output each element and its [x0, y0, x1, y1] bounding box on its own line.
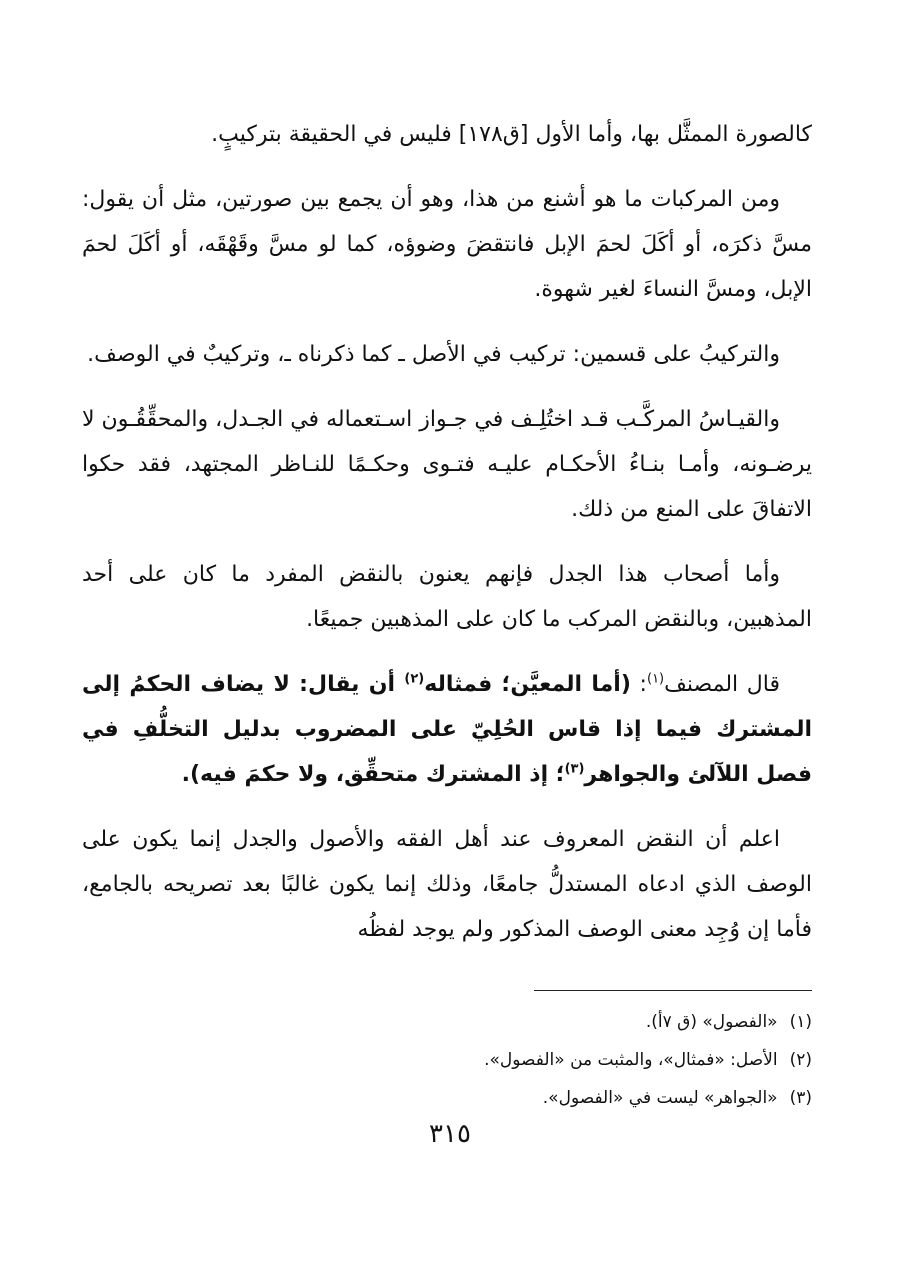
paragraph-1: كالصورة الممثَّل بها، وأما الأول [ق١٧٨] فليس في الحقيقة بتركيبٍ. [211, 122, 812, 147]
quote-bold-part-a: (أما المعيَّن؛ فمثاله [424, 672, 631, 697]
page-number: ٣١٥ [429, 1119, 471, 1149]
paragraph-3: والتركيبُ على قسمين: تركيب في الأصل ـ كما ذكرناه ـ، وتركيبٌ في الوصف. [87, 342, 780, 367]
footnote-2 [82, 1041, 812, 1079]
footnote-ref-1: (١) [646, 671, 665, 687]
paragraph-7: اعلم أن النقض المعروف عند أهل الفقه والأصول والجدل إنما يكون على الوصف الذي ادعاه المستدلُّ جامعًا، وذلك إنما يكون غالبًا بعد تصريحه بالجامع، فأما إن وُجِد معنى الوصف المذكور ولم يوجد لفظُه [82, 827, 812, 942]
footnotes-list [82, 1003, 812, 1117]
quoted-author-paragraph [82, 662, 812, 797]
footnote-ref-3: (٣) [564, 761, 585, 777]
quote-lead: قال المصنف [664, 672, 781, 697]
footnote-1 [82, 1003, 812, 1041]
footnote-text: «الفصول» (ق ٧أ). [645, 1012, 778, 1032]
quote-bold-part-c: ؛ إذ المشترك متحقِّق، ولا حكمَ فيه). [181, 762, 565, 787]
footnote-ref-2: (٢) [404, 671, 425, 687]
paragraph-4: والقيـاسُ المركَّـب قـد اختُلِـف في جـواز اسـتعماله في الجـدل، والمحقِّقُـون لا يرضـونه، وأمـا بنـاءُ الأحكـام عليـه فتـوى وحكـمًا للنـاظر المجتهد، فقد حكوا الاتفاقَ على المنع من ذلك. [82, 407, 812, 522]
quote-separator: : [630, 672, 647, 697]
footnote-text: «الجواهر» ليست في «الفصول». [542, 1088, 778, 1108]
paragraph-2: ومن المركبات ما هو أشنع من هذا، وهو أن يجمع بين صورتين، مثل أن يقول: مسَّ ذكرَه، أو أكَلَ لحمَ الإبل فانتقضَ وضوؤه، كما لو مسَّ وقَهْقَه، أو أكَلَ لحمَ الإبل، ومسَّ النساءَ لغير شهوة. [82, 187, 812, 302]
footnote-number: (٣) [789, 1088, 812, 1108]
quote-bold-part-b: أن يقال: لا يضاف الحكمُ إلى المشترك فيما إذا قاس الحُلِيّ على المضروب بدليل التخلُّفِ في فصل اللآلئ والجواهر [82, 672, 812, 787]
footnote-number: (٢) [789, 1050, 812, 1070]
footnote-divider [534, 990, 812, 991]
main-text [82, 112, 812, 972]
footnote-3 [82, 1079, 812, 1117]
footnote-text: الأصل: «فمثال»، والمثبت من «الفصول». [484, 1050, 778, 1070]
footnote-number: (١) [789, 1012, 812, 1032]
paragraph-5: وأما أصحاب هذا الجدل فإنهم يعنون بالنقض المفرد ما كان على أحد المذهبين، وبالنقض المركب ما كان على المذهبين جميعًا. [82, 562, 812, 632]
